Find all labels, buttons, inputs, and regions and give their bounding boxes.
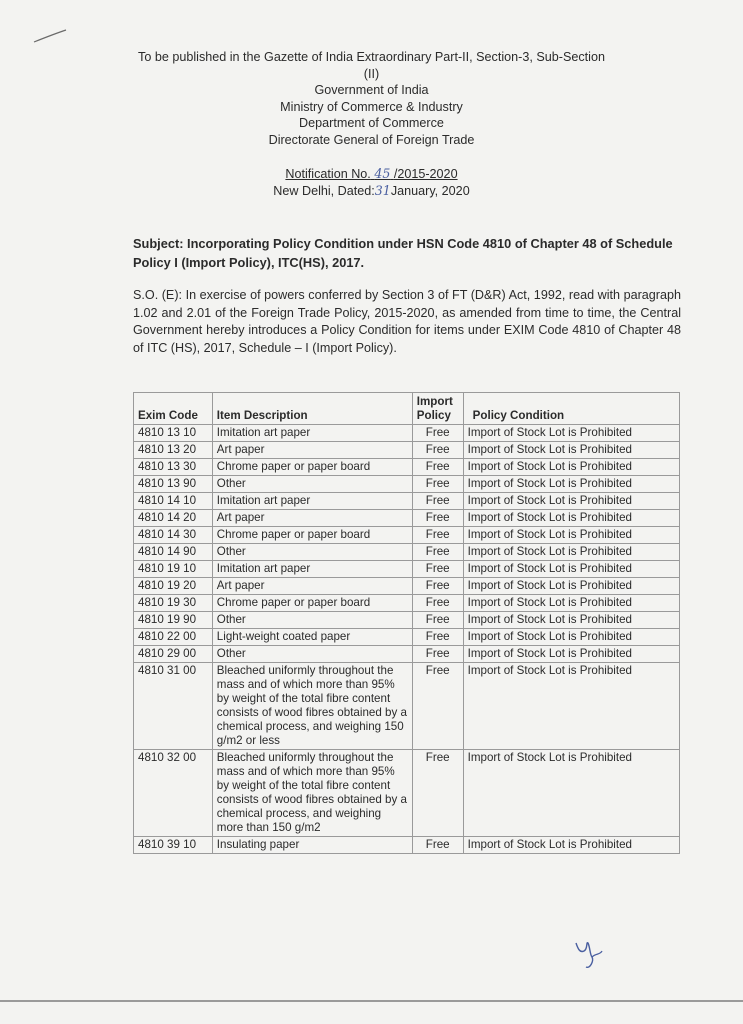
policy-table (133, 392, 680, 854)
table-row (134, 493, 680, 510)
table-row (134, 750, 680, 837)
import-policy-cell: Free (412, 510, 463, 527)
item-description-cell: Imitation art paper (212, 425, 412, 442)
policy-condition-cell: Import of Stock Lot is Prohibited (463, 510, 679, 527)
table-row (134, 459, 680, 476)
import-policy-cell: Free (412, 646, 463, 663)
table-row (134, 663, 680, 750)
item-description-cell: Chrome paper or paper board (212, 595, 412, 612)
import-policy-cell: Free (412, 663, 463, 750)
exim-code-cell: 4810 19 10 (134, 561, 213, 578)
import-policy-cell: Free (412, 750, 463, 837)
notification-number (0, 166, 743, 183)
header-item-description: Item Description (212, 393, 412, 425)
header-import-policy: Import Policy (412, 393, 463, 425)
exim-code-cell: 4810 19 90 (134, 612, 213, 629)
policy-condition-cell: Import of Stock Lot is Prohibited (463, 442, 679, 459)
item-description-cell: Other (212, 646, 412, 663)
item-description-cell: Light-weight coated paper (212, 629, 412, 646)
table-row (134, 612, 680, 629)
policy-condition-cell: Import of Stock Lot is Prohibited (463, 612, 679, 629)
table-row (134, 510, 680, 527)
policy-condition-cell: Import of Stock Lot is Prohibited (463, 663, 679, 750)
import-policy-cell: Free (412, 459, 463, 476)
import-policy-cell: Free (412, 476, 463, 493)
handwritten-number: 45 (374, 166, 391, 181)
item-description-cell: Chrome paper or paper board (212, 527, 412, 544)
directorate-line: Directorate General of Foreign Trade (268, 132, 475, 147)
item-description-cell: Chrome paper or paper board (212, 459, 412, 476)
import-policy-cell: Free (412, 595, 463, 612)
item-description-cell: Bleached uniformly throughout the mass and of which more than 95% by weight of the total fibre content consists of wood fibres obtained by a chemical process, and weighing more than 150 g/m2 (212, 750, 412, 837)
gazette-header (0, 49, 743, 149)
policy-condition-cell: Import of Stock Lot is Prohibited (463, 561, 679, 578)
exim-code-cell: 4810 13 10 (134, 425, 213, 442)
table-row (134, 425, 680, 442)
header-exim-code: Exim Code (134, 393, 213, 425)
notification-suffix: /2015-2020 (393, 167, 458, 181)
pen-stroke-mark (32, 28, 68, 46)
table-row (134, 544, 680, 561)
place-date-prefix: New Delhi, Dated: (273, 183, 375, 198)
item-description-cell: Art paper (212, 442, 412, 459)
policy-condition-cell: Import of Stock Lot is Prohibited (463, 476, 679, 493)
import-policy-cell: Free (412, 837, 463, 854)
table-row (134, 578, 680, 595)
exim-code-cell: 4810 14 90 (134, 544, 213, 561)
item-description-cell: Imitation art paper (212, 493, 412, 510)
exim-code-cell: 4810 14 20 (134, 510, 213, 527)
gazette-subsection: (II) (363, 66, 380, 81)
table-row (134, 442, 680, 459)
exim-code-cell: 4810 29 00 (134, 646, 213, 663)
exim-code-cell: 4810 39 10 (134, 837, 213, 854)
table-body (134, 425, 680, 854)
policy-condition-cell: Import of Stock Lot is Prohibited (463, 425, 679, 442)
policy-condition-cell: Import of Stock Lot is Prohibited (463, 646, 679, 663)
handwritten-initials (570, 935, 610, 975)
body-paragraph: S.O. (E): In exercise of powers conferred by Section 3 of FT (D&R) Act, 1992, read with paragraph 1.02 and 2.01 of the Foreign Trade Policy, 2015-2020, as amended from time to time, the Central Government hereby introduces a Policy Condition for items under EXIM Code 4810 of Chapter 48 of ITC (HS), 2017, Schedule – I (Import Policy). (133, 288, 681, 355)
subject-heading: Subject: Incorporating Policy Condition under HSN Code 4810 of Chapter 48 of Schedule Policy I (Import Policy), ITC(HS), 2017. (133, 236, 673, 270)
policy-condition-cell: Import of Stock Lot is Prohibited (463, 459, 679, 476)
import-policy-cell: Free (412, 493, 463, 510)
department-line: Department of Commerce (299, 116, 444, 131)
item-description-cell: Art paper (212, 578, 412, 595)
policy-condition-cell: Import of Stock Lot is Prohibited (463, 493, 679, 510)
policy-condition-cell: Import of Stock Lot is Prohibited (463, 629, 679, 646)
policy-condition-cell: Import of Stock Lot is Prohibited (463, 544, 679, 561)
import-policy-cell: Free (412, 442, 463, 459)
item-description-cell: Other (212, 476, 412, 493)
import-policy-cell: Free (412, 527, 463, 544)
import-policy-cell: Free (412, 425, 463, 442)
item-description-cell: Bleached uniformly throughout the mass and of which more than 95% by weight of the total fibre content consists of wood fibres obtained by a chemical process, and weighing 150 g/m2 or less (212, 663, 412, 750)
item-description-cell: Art paper (212, 510, 412, 527)
gazette-line: To be published in the Gazette of India Extraordinary Part-II, Section-3, Sub-Section (138, 50, 605, 64)
table-row (134, 646, 680, 663)
exim-code-cell: 4810 19 20 (134, 578, 213, 595)
exim-code-cell: 4810 19 30 (134, 595, 213, 612)
month-year: January, 2020 (390, 183, 470, 198)
policy-condition-cell: Import of Stock Lot is Prohibited (463, 595, 679, 612)
table-header-row (134, 393, 680, 425)
policy-condition-cell: Import of Stock Lot is Prohibited (463, 578, 679, 595)
table-row (134, 561, 680, 578)
page-bottom-edge (0, 1000, 743, 1002)
policy-condition-cell: Import of Stock Lot is Prohibited (463, 527, 679, 544)
exim-code-cell: 4810 14 10 (134, 493, 213, 510)
table-row (134, 629, 680, 646)
table-row (134, 837, 680, 854)
item-description-cell: Imitation art paper (212, 561, 412, 578)
exim-code-cell: 4810 13 20 (134, 442, 213, 459)
import-policy-cell: Free (412, 578, 463, 595)
notification-block (0, 166, 743, 199)
exim-code-cell: 4810 31 00 (134, 663, 213, 750)
exim-code-cell: 4810 13 30 (134, 459, 213, 476)
place-date (0, 183, 743, 200)
exim-code-cell: 4810 32 00 (134, 750, 213, 837)
item-description-cell: Other (212, 544, 412, 561)
policy-condition-cell: Import of Stock Lot is Prohibited (463, 837, 679, 854)
notification-prefix: Notification No. (285, 167, 371, 181)
item-description-cell: Insulating paper (212, 837, 412, 854)
import-policy-cell: Free (412, 561, 463, 578)
government-line: Government of India (314, 83, 429, 98)
exim-code-cell: 4810 13 90 (134, 476, 213, 493)
item-description-cell: Other (212, 612, 412, 629)
header-policy-condition: Policy Condition (463, 393, 679, 425)
table-row (134, 476, 680, 493)
exim-code-cell: 4810 14 30 (134, 527, 213, 544)
import-policy-cell: Free (412, 612, 463, 629)
import-policy-cell: Free (412, 544, 463, 561)
table-row (134, 527, 680, 544)
import-policy-cell: Free (412, 629, 463, 646)
table-row (134, 595, 680, 612)
policy-condition-cell: Import of Stock Lot is Prohibited (463, 750, 679, 837)
ministry-line: Ministry of Commerce & Industry (280, 99, 463, 114)
handwritten-day: 31 (374, 182, 391, 198)
exim-code-cell: 4810 22 00 (134, 629, 213, 646)
